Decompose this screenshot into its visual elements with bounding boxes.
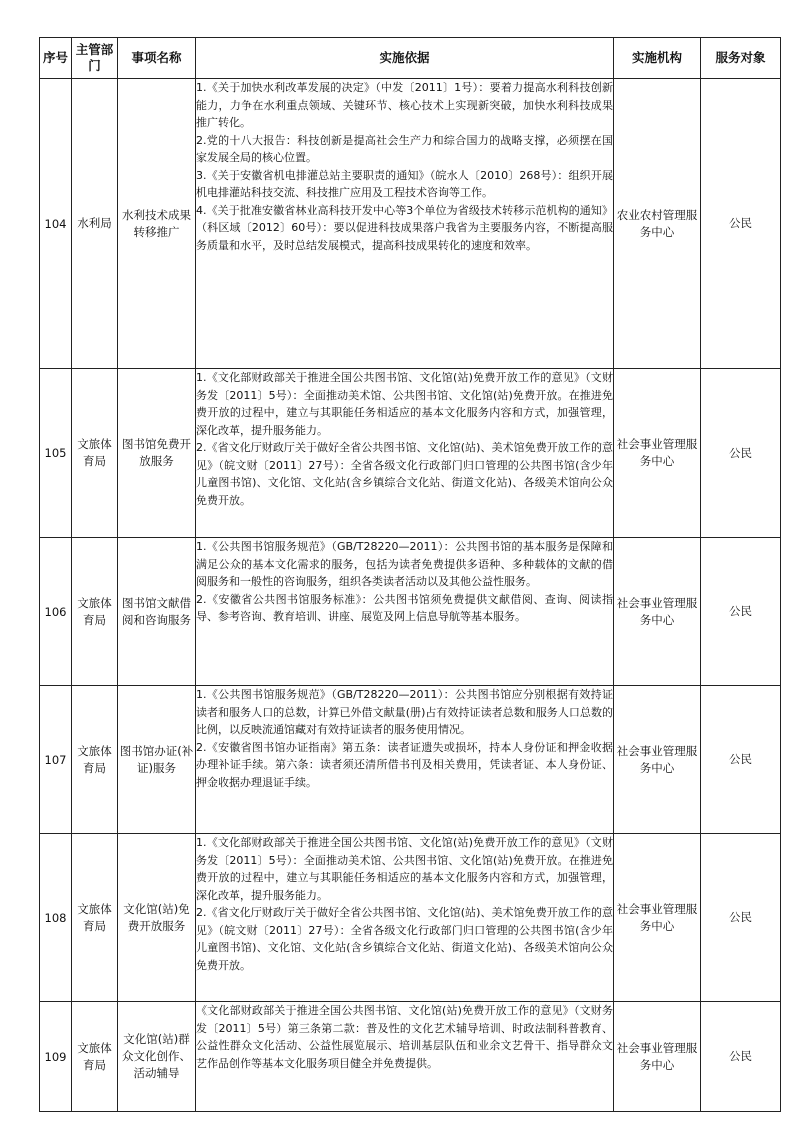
- row-department: 文旅体育局: [72, 686, 118, 834]
- row-number: 107: [40, 686, 72, 834]
- basis-paragraph: 1.《文化部财政部关于推进全国公共图书馆、文化馆(站)免费开放工作的意见》（文财务发〔2011〕5号）：全面推动美术馆、公共图书馆、文化馆(站)免费开放。在推进免费开放的过程中，建立与其职能任务相适应的基本文化服务内容和方式，加强管理，深化改革，提升服务能力。: [196, 371, 613, 437]
- basis-paragraph: 2.《安徽省图书馆办证指南》第五条：读者证遗失或损坏，持本人身份证和押金收据办理补证手续。第六条：读者须还清所借书刊及相关费用，凭读者证、本人身份证、押金收据办理退证手续。: [196, 740, 613, 789]
- row-department: 文旅体育局: [72, 1002, 118, 1112]
- row-target: 公民: [701, 1002, 781, 1112]
- row-target: 公民: [701, 538, 781, 686]
- header-item: 事项名称: [118, 38, 196, 79]
- row-basis: [196, 686, 614, 834]
- row-basis: [196, 1002, 614, 1112]
- table-row: [40, 538, 781, 686]
- row-item-name: 文化馆(站)免费开放服务: [118, 834, 196, 1002]
- table-row: [40, 686, 781, 834]
- table-row: [40, 834, 781, 1002]
- row-department: 水利局: [72, 79, 118, 369]
- row-basis: [196, 834, 614, 1002]
- row-number: 104: [40, 79, 72, 369]
- table-body: [40, 79, 781, 1112]
- row-basis: [196, 79, 614, 369]
- table-row: [40, 1002, 781, 1112]
- row-org: 社会事业管理服务中心: [614, 1002, 701, 1112]
- row-basis: [196, 538, 614, 686]
- row-department: 文旅体育局: [72, 538, 118, 686]
- row-org: 社会事业管理服务中心: [614, 834, 701, 1002]
- basis-paragraph: 1.《关于加快水利改革发展的决定》（中发〔2011〕1号）：要着力提高水利科技创新能力，力争在水利重点领域、关键环节、核心技术上实现新突破，加快水利科技成果推广转化。: [196, 81, 613, 129]
- row-department: 文旅体育局: [72, 369, 118, 538]
- basis-paragraph: 3.《关于安徽省机电排灌总站主要职责的通知》（皖水人〔2010〕268号）：组织开展机电排灌站科技交流、科技推广应用及工程技术咨询等工作。: [196, 168, 613, 199]
- header-dept: 主管部门: [72, 38, 118, 79]
- row-item-name: 图书馆办证(补证)服务: [118, 686, 196, 834]
- row-org: 社会事业管理服务中心: [614, 369, 701, 538]
- basis-paragraph: 2.《安徽省公共图书馆服务标准》：公共图书馆须免费提供文献借阅、查询、阅读指导、参考咨询、教育培训、讲座、展览及网上信息导航等基本服务。: [196, 592, 613, 623]
- row-target: 公民: [701, 834, 781, 1002]
- row-item-name: 图书馆免费开放服务: [118, 369, 196, 538]
- service-items-table: [39, 37, 781, 1112]
- row-target: 公民: [701, 369, 781, 538]
- header-org: 实施机构: [614, 38, 701, 79]
- row-number: 106: [40, 538, 72, 686]
- table-row: [40, 79, 781, 369]
- row-number: 108: [40, 834, 72, 1002]
- basis-paragraph: 1.《文化部财政部关于推进全国公共图书馆、文化馆(站)免费开放工作的意见》（文财务发〔2011〕5号）：全面推动美术馆、公共图书馆、文化馆(站)免费开放。在推进免费开放的过程中，建立与其职能任务相适应的基本文化服务内容和方式，加强管理，深化改革，提升服务能力。: [196, 836, 613, 902]
- basis-paragraph: 2.党的十八大报告：科技创新是提高社会生产力和综合国力的战略支撑，必须摆在国家发展全局的核心位置。: [196, 133, 613, 164]
- row-number: 109: [40, 1002, 72, 1112]
- row-basis: [196, 369, 614, 538]
- row-department: 文旅体育局: [72, 834, 118, 1002]
- header-basis: 实施依据: [196, 38, 614, 79]
- basis-paragraph: 2.《省文化厅财政厅关于做好全省公共图书馆、文化馆(站)、美术馆免费开放工作的意见》（皖文财〔2011〕27号）：全省各级文化行政部门归口管理的公共图书馆(含少年儿童图书馆)、文化馆、文化站(含乡镇综合文化站、街道文化站)、各级美术馆向公众免费开放。: [196, 906, 613, 972]
- header-row: [40, 38, 781, 79]
- row-item-name: 图书馆文献借阅和咨询服务: [118, 538, 196, 686]
- row-item-name: 水利技术成果转移推广: [118, 79, 196, 369]
- basis-paragraph: 4.《关于批准安徽省林业高科技开发中心等3个单位为省级技术转移示范机构的通知》（科区域〔2012〕60号）：要以促进科技成果落户我省为主要服务内容，不断提高服务质量和水平，及时总结发展模式，提高科技成果转化的速度和效率。: [196, 203, 613, 252]
- row-org: 社会事业管理服务中心: [614, 538, 701, 686]
- basis-paragraph: 1.《公共图书馆服务规范》（GB/T28220—2011）：公共图书馆的基本服务是保障和满足公众的基本文化需求的服务，包括为读者免费提供多语种、多种载体的文献的借阅服务和一般性的咨询服务，组织各类读者活动以及其他公益性服务。: [196, 540, 613, 588]
- basis-paragraph: 《文化部财政部关于推进全国公共图书馆、文化馆(站)免费开放工作的意见》（文财务发〔2011〕5号）第三条第二款：普及性的文化艺术辅导培训、时政法制科普教育、公益性群众文化活动、公益性展览展示、培训基层队伍和业余文艺骨干、指导群众文艺作品创作等基本文化服务项目健全并免费提供。: [196, 1004, 613, 1070]
- basis-paragraph: 2.《省文化厅财政厅关于做好全省公共图书馆、文化馆(站)、美术馆免费开放工作的意见》（皖文财〔2011〕27号）：全省各级文化行政部门归口管理的公共图书馆(含少年儿童图书馆)、文化馆、文化站(含乡镇综合文化站、街道文化站)、各级美术馆向公众免费开放。: [196, 441, 613, 507]
- row-target: 公民: [701, 79, 781, 369]
- table-header: [40, 38, 781, 79]
- row-org: 社会事业管理服务中心: [614, 686, 701, 834]
- row-org: 农业农村管理服务中心: [614, 79, 701, 369]
- basis-paragraph: 1.《公共图书馆服务规范》（GB/T28220—2011）：公共图书馆应分别根据有效持证读者和服务人口的总数，计算已外借文献量(册)占有效持证读者总数和服务人口总数的比例，以反映流通馆藏对有效持证读者的服务使用情况。: [196, 688, 613, 736]
- table-row: [40, 369, 781, 538]
- row-target: 公民: [701, 686, 781, 834]
- row-number: 105: [40, 369, 72, 538]
- header-seq: 序号: [40, 38, 72, 79]
- row-item-name: 文化馆(站)群众文化创作、活动辅导: [118, 1002, 196, 1112]
- header-target: 服务对象: [701, 38, 781, 79]
